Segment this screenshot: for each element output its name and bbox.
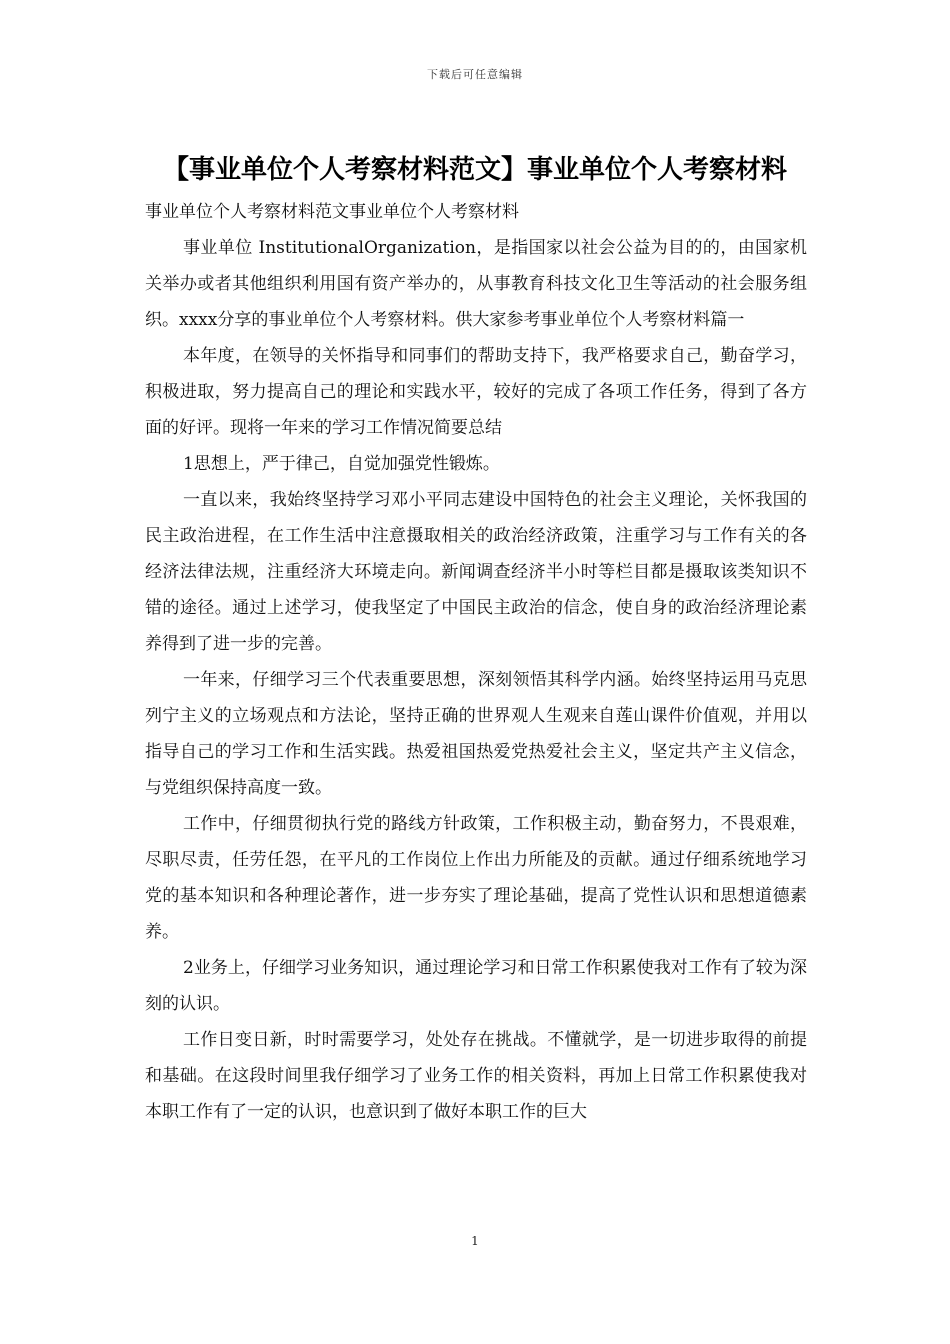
paragraph-7: 2业务上，仔细学习业务知识，通过理论学习和日常工作积累使我对工作有了较为深刻的认识。 [145, 958, 807, 1014]
document-subtitle: 事业单位个人考察材料范文事业单位个人考察材料 [145, 202, 519, 222]
document-body [145, 194, 807, 1130]
paragraph-3: 1思想上，严于律己，自觉加强党性锻炼。 [183, 454, 500, 474]
paragraph-4: 一直以来，我始终坚持学习邓小平同志建设中国特色的社会主义理论，关怀我国的民主政治进程，在工作生活中注意摄取相关的政治经济政策，注重学习与工作有关的各经济法律法规，注重经济大环境走向。新闻调查经济半小时等栏目都是摄取该类知识不错的途径。通过上述学习，使我坚定了中国民主政治的信念，使自身的政治经济理论素养得到了进一步的完善。 [145, 490, 807, 654]
paragraph-2: 本年度，在领导的关怀指导和同事们的帮助支持下，我严格要求自己，勤奋学习，积极进取，努力提高自己的理论和实践水平，较好的完成了各项工作任务，得到了各方面的好评。现将一年来的学习工作情况简要总结 [145, 346, 807, 438]
header-note: 下载后可任意编辑 [427, 68, 523, 81]
paragraph-5: 一年来，仔细学习三个代表重要思想，深刻领悟其科学内涵。始终坚持运用马克思列宁主义的立场观点和方法论，坚持正确的世界观人生观来自莲山课件价值观，并用以指导自己的学习工作和生活实践。热爱祖国热爱党热爱社会主义，坚定共产主义信念，与党组织保持高度一致。 [145, 670, 807, 798]
paragraph-6: 工作中，仔细贯彻执行党的路线方针政策，工作积极主动，勤奋努力，不畏艰难，尽职尽责，任劳任怨，在平凡的工作岗位上作出力所能及的贡献。通过仔细系统地学习党的基本知识和各种理论著作，进一步夯实了理论基础，提高了党性认识和思想道德素养。 [145, 814, 807, 942]
document-title: 【事业单位个人考察材料范文】事业单位个人考察材料 [162, 155, 787, 185]
paragraph-8: 工作日变日新，时时需要学习，处处存在挑战。不懂就学，是一切进步取得的前提和基础。在这段时间里我仔细学习了业务工作的相关资料，再加上日常工作积累使我对本职工作有了一定的认识，也意识到了做好本职工作的巨大 [145, 1030, 807, 1122]
page-number: 1 [471, 1234, 479, 1248]
paragraph-1: 事业单位 InstitutionalOrganization，是指国家以社会公益为目的的，由国家机关举办或者其他组织利用国有资产举办的，从事教育科技文化卫生等活动的社会服务组织。xxxx分享的事业单位个人考察材料。供大家参考事业单位个人考察材料篇一 [145, 238, 807, 330]
